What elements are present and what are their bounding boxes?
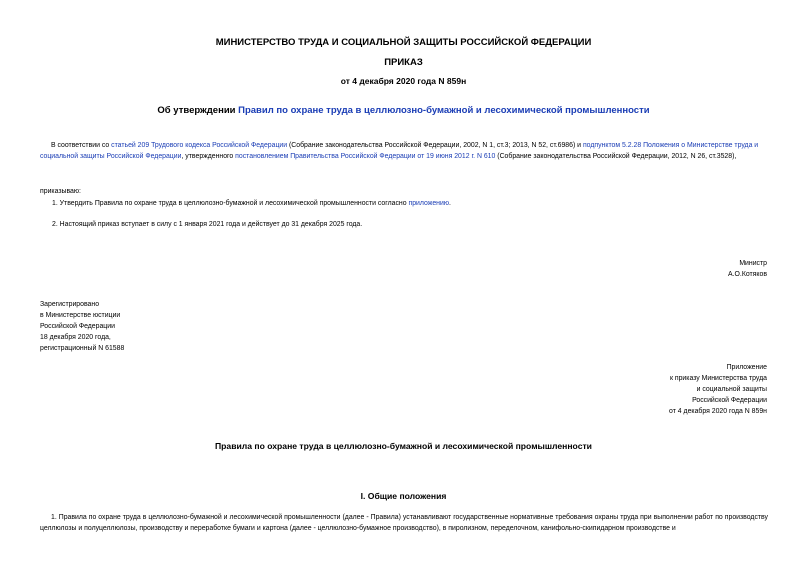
order-date-number: от 4 декабря 2020 года N 859н [340, 76, 467, 86]
registration-line-2: в Министерстве юстиции [40, 312, 121, 319]
government-decree-link[interactable]: постановлением Правительства Российской Федерации от 19 июня 2012 г. N 610 [235, 153, 496, 160]
signature-position: Министр [739, 260, 767, 267]
registration-line-1: Зарегистрировано [40, 301, 100, 308]
signature-name: А.О.Котяков [728, 271, 767, 278]
signature-block [567, 258, 767, 280]
rules-title-link[interactable]: Правил по охране труда в целлюлозно-бумажной и лесохимической промышленности [238, 105, 650, 116]
order-item-2: 2. Настоящий приказ вступает в силу с 1 января 2021 года и действует до 31 декабря 2025 года. [52, 221, 363, 228]
preamble-text-4: (Собрание законодательства Российской Федерации, 2012, N 26, ст.3528), [495, 153, 737, 160]
section-paragraph-1: 1. Правила по охране труда в целлюлозно-бумажной и лесохимической промышленности (далее - Правила) устанавливают государственные нормативные требования охраны труда при выполнении работ по производству целлюлозы и полуцеллюлозы, производству и переработке бумаги и картона (далее - целлюлозно-бумажное производство), в пиролизном, переделочном, канифольно-скипидарном производстве и [40, 514, 768, 532]
prikazyvayu-text: приказываю: [40, 188, 81, 195]
preamble-paragraph [40, 140, 770, 162]
doc-type-heading: ПРИКАЗ [384, 57, 423, 68]
ministry-heading: МИНИСТЕРСТВО ТРУДА И СОЦИАЛЬНОЙ ЗАЩИТЫ РОССИЙСКОЙ ФЕДЕРАЦИИ [215, 37, 592, 48]
order-item-1 [52, 198, 451, 209]
appendix-line-1: Приложение [726, 364, 767, 371]
rules-title-heading: Правила по охране труда в целлюлозно-бумажной и лесохимической промышленности [215, 441, 592, 451]
appendix-line-5: от 4 декабря 2020 года N 859н [669, 408, 767, 415]
order-title-prefix: Об утверждении [157, 105, 239, 116]
preamble-text-3: , утвержденного [181, 153, 236, 160]
order-item-1-text: 1. Утвердить Правила по охране труда в целлюлозно-бумажной и лесохимической промышленности согласно [52, 200, 409, 207]
order-item-1-end: . [449, 200, 451, 207]
appendix-line-3: и социальной защиты [696, 386, 767, 393]
ministry-regulation-link[interactable]: подпунктом 5.2.28 Положения о Министерстве труда и социальной защиты Российской Федерации [40, 142, 759, 160]
preamble-text-2: (Собрание законодательства Российской Федерации, 2002, N 1, ст.3; 2013, N 52, ст.6986) и [287, 142, 583, 149]
appendix-block [567, 362, 767, 417]
appendix-line-2: к приказу Министерства труда [669, 375, 767, 382]
preamble-text-1: В соответствии со [51, 142, 112, 149]
registration-line-3: Российской Федерации [40, 323, 115, 330]
registration-line-5: регистрационный N 61588 [40, 345, 125, 352]
registration-line-4: 18 декабря 2020 года, [40, 334, 111, 341]
order-title [0, 105, 807, 116]
section-heading: I. Общие положения [360, 491, 447, 501]
appendix-line-4: Российской Федерации [692, 397, 767, 404]
labor-code-link[interactable]: статьей 209 Трудового кодекса Российской Федерации [111, 142, 288, 149]
registration-block [40, 299, 240, 354]
appendix-link[interactable]: приложению [408, 200, 449, 207]
